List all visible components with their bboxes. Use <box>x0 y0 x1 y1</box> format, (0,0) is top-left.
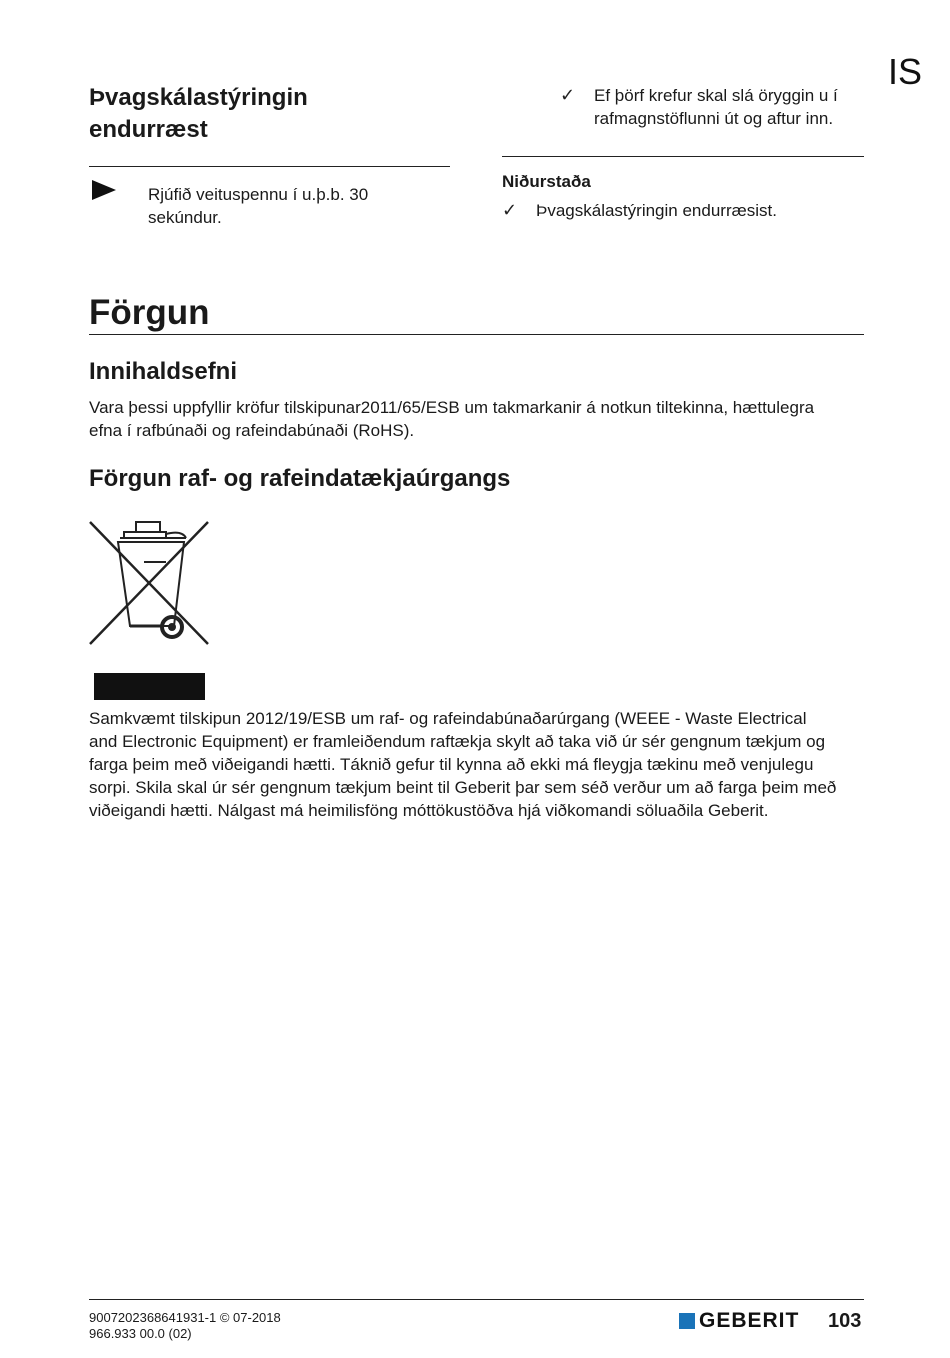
chapter-title: Förgun <box>89 293 210 332</box>
section-title-line-1: Þvagskálastýringin <box>89 84 308 111</box>
brand-square-icon <box>679 1313 695 1329</box>
page-number: 103 <box>828 1310 862 1332</box>
document-id: 9007202368641931-1 © 07-2018 <box>89 1310 281 1325</box>
weee-marking-bar <box>94 673 205 700</box>
checkmark-icon: ✓ <box>502 200 518 221</box>
section-title <box>89 82 429 146</box>
weee-heading: Förgun raf- og rafeindatækjaúrgangs <box>89 465 511 492</box>
section-title-line-2: endurræst <box>89 116 208 143</box>
section-divider-right <box>502 156 864 157</box>
weee-paragraph: Samkvæmt tilskipun 2012/19/ESB um raf- og rafeindabúnaðarúrgang (WEEE - Waste Electrical and Electronic Equipment) er framleiðendum raftækja skylt að taka við úr sér gengnum tækjum og farga þeim með viðeigandi hætti. Táknið gefur til kynna að ekki má fleygja tækinu með venjulegu sorpi. Skila skal úr sér gengnum tækjum beint til Geberit þar sem séð verður um að farga þeim með viðeigandi hætti. Nálgast má heimilisföng móttökustöðva hjá viðkomandi söluaðila Geberit. <box>89 709 837 820</box>
prerequisite-note: Ef þörf krefur skal slá öryggin u í rafmagnstöflunni út og aftur inn. <box>594 86 838 128</box>
chapter-divider <box>89 334 864 335</box>
brand-name: GEBERIT <box>699 1309 800 1332</box>
crossed-out-wheelie-bin-icon <box>86 518 212 648</box>
contents-heading: Innihaldsefni <box>89 358 238 385</box>
play-arrow-icon <box>92 180 116 200</box>
contents-paragraph: Vara þessi uppfyllir kröfur tilskipunar2011/65/ESB um takmarkanir á notkun tiltekinna, hættulegra efna í rafbúnaði og rafeindabúnaði (RoHS). <box>89 398 815 440</box>
language-marker: IS <box>888 51 923 92</box>
result-label: Niðurstaða <box>502 172 591 191</box>
instruction-step: Rjúfið veituspennu í u.þ.b. 30 sekúndur. <box>148 185 369 227</box>
checkmark-icon: ✓ <box>560 85 576 106</box>
result-text: Þvagskálastýringin endurræsist. <box>536 201 777 220</box>
section-divider-left <box>89 166 450 167</box>
document-number: 966.933 00.0 (02) <box>89 1326 192 1341</box>
brand-logo <box>679 1309 799 1333</box>
footer-divider <box>89 1299 864 1300</box>
